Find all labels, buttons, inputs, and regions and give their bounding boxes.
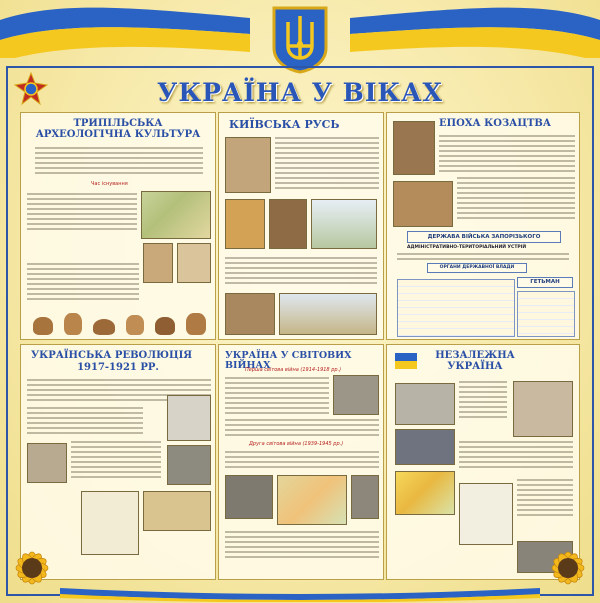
president-portrait-image bbox=[513, 381, 573, 437]
cossacks-image bbox=[393, 181, 453, 227]
text-block bbox=[275, 137, 379, 192]
document-image bbox=[81, 491, 139, 555]
icon-image bbox=[225, 199, 265, 249]
soldiers-image bbox=[333, 375, 379, 415]
panel-kyivan-rus-heading: КИЇВСЬКА РУСЬ bbox=[229, 118, 340, 131]
panel-world-wars-heading: УКРАЇНА У СВІТОВИХ ВІЙНАХ bbox=[225, 350, 352, 371]
cathedral-image bbox=[279, 293, 377, 335]
ww1-heading: Перша світова війна (1914-1918 рр.) bbox=[245, 367, 342, 373]
text-block bbox=[71, 441, 161, 481]
parade-image bbox=[167, 445, 211, 485]
cossack-state-box: ДЕРЖАВА ВІЙСЬКА ЗАПОРІЗЬКОГО bbox=[407, 231, 561, 243]
org-chart bbox=[397, 279, 515, 337]
text-block bbox=[225, 451, 379, 471]
panel-trypillia-subheading: Час існування bbox=[91, 181, 128, 187]
trident-icon bbox=[270, 4, 330, 74]
text-block bbox=[225, 257, 377, 287]
text-block bbox=[27, 193, 137, 233]
flag-ribbon-right bbox=[300, 0, 600, 58]
war-photo-image bbox=[225, 475, 273, 519]
panel-cossack bbox=[386, 112, 580, 340]
text-block bbox=[459, 441, 573, 471]
ww2-heading: Друга світова війна (1939-1945 рр.) bbox=[249, 441, 344, 447]
figure-image bbox=[143, 243, 173, 283]
text-block bbox=[27, 263, 139, 303]
portrait-image bbox=[27, 443, 67, 483]
flag-ribbon-bottom bbox=[60, 586, 540, 602]
panel-revolution-heading: УКРАЇНСЬКА РЕВОЛЮЦІЯ bbox=[31, 350, 193, 361]
ukraine-map-image bbox=[395, 471, 455, 515]
page-title: УКРАЇНА У ВІКАХ bbox=[157, 78, 443, 107]
text-block bbox=[225, 419, 379, 439]
text-block bbox=[35, 147, 203, 177]
parliament-image bbox=[395, 383, 455, 425]
text-block bbox=[517, 479, 573, 519]
text-block bbox=[459, 381, 507, 421]
panel-trypillia-heading: ТРИПІЛЬСЬКА АРХЕОЛОГІЧНА КУЛЬТУРА bbox=[35, 118, 201, 140]
sunflower-icon bbox=[530, 528, 600, 603]
map-image bbox=[141, 191, 211, 239]
text-block bbox=[225, 377, 329, 417]
flag-ribbon-left bbox=[0, 0, 300, 58]
rally-image bbox=[395, 429, 455, 465]
cossack-admin-line: АДМІНІСТРАТИВНО-ТЕРИТОРІАЛЬНИЙ УСТРІЙ bbox=[407, 245, 527, 250]
newspaper-image bbox=[459, 483, 513, 545]
portrait-image bbox=[225, 137, 271, 193]
text-block bbox=[457, 177, 575, 222]
hetman-box: ГЕТЬМАН bbox=[517, 277, 573, 288]
figure-image bbox=[177, 243, 211, 283]
portrait-image bbox=[225, 293, 275, 335]
text-block bbox=[225, 531, 379, 561]
state-organs-box: ОРГАНИ ДЕРЖАВНОЇ ВЛАДИ bbox=[427, 263, 527, 273]
panel-cossack-heading: ЕПОХА КОЗАЦТВА bbox=[439, 118, 552, 129]
panel-world-wars bbox=[218, 344, 384, 580]
text-block bbox=[27, 407, 143, 437]
panel-trypillia bbox=[20, 112, 216, 340]
panel-kyivan-rus bbox=[218, 112, 384, 340]
war-photo-image bbox=[351, 475, 379, 519]
org-chart-side bbox=[517, 291, 575, 337]
text-block bbox=[397, 253, 569, 263]
hrushevsky-portrait-image bbox=[167, 395, 211, 441]
banknote-image bbox=[143, 491, 211, 531]
hetman-portrait-image bbox=[393, 121, 435, 175]
flag-icon bbox=[395, 353, 417, 369]
pottery-row bbox=[27, 309, 211, 335]
church-image bbox=[311, 199, 377, 249]
text-block bbox=[439, 135, 575, 175]
panel-revolution-years: 1917-1921 РР. bbox=[77, 361, 159, 373]
portrait-image bbox=[269, 199, 307, 249]
war-map-image bbox=[277, 475, 347, 525]
panel-independent-heading: НЕЗАЛЕЖНА УКРАЇНА bbox=[435, 350, 515, 372]
